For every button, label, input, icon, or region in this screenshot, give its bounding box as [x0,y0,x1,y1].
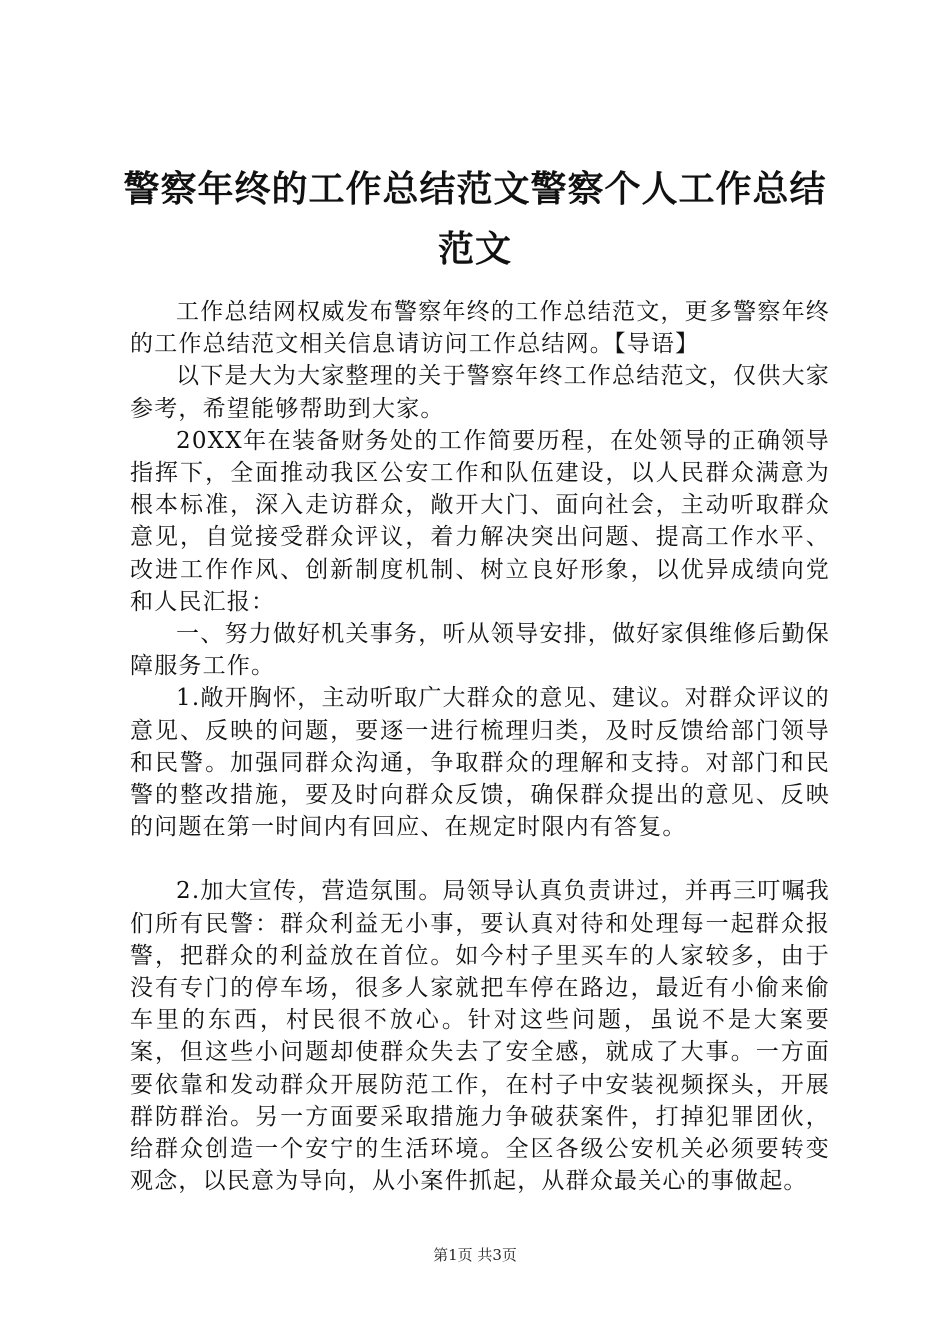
paragraph-section-one: 一、努力做好机关事务，听从领导安排，做好家俱维修后勤保障服务工作。 [130,621,830,680]
paragraph-item-one: 1.敞开胸怀，主动听取广大群众的意见、建议。对群众评议的意见、反映的问题，要逐一进行梳理归类，及时反馈给部门领导和民警。加强同群众沟通，争取群众的理解和支持。对部门和民警的整改措施，要及时向群众反馈，确保群众提出的意见、反映的问题在第一时间内有回应、在规定时限内有答复。 [130,685,830,841]
paragraph-preface: 以下是大为大家整理的关于警察年终工作总结范文，仅供大家参考，希望能够帮助到大家。 [130,363,830,422]
paragraph-item-two: 2.加大宣传，营造氛围。局领导认真负责讲过，并再三叮嘱我们所有民警：群众利益无小事，要认真对待和处理每一起群众报警，把群众的利益放在首位。如今村子里买车的人家较多，由于没有专门的停车场，很多人家就把车停在路边，最近有小偷来偷车里的东西，村民很不放心。针对这些问题，虽说不是大案要案，但这些小问题却使群众失去了安全感，就成了大事。一方面要依靠和发动群众开展防范工作，在村子中安装视频探头，开展群防群治。另一方面要采取措施力争破获案件，打掉犯罪团伙，给群众创造一个安宁的生活环境。全区各级公安机关必须要转变观念，以民意为导向，从小案件抓起，从群众最关心的事做起。 [130,878,830,1195]
document-body [130,296,830,1197]
page-number: 第1页 共3页 [433,1246,517,1264]
document-title: 警察年终的工作总结范文警察个人工作总结范文 [123,169,827,270]
paragraph-overview: 20XX年在装备财务处的工作简要历程，在处领导的正确领导指挥下，全面推动我区公安工作和队伍建设，以人民群众满意为根本标准，深入走访群众，敞开大门、面向社会，主动听取群众意见，自觉接受群众评议，着力解决突出问题、提高工作水平、改进工作作风、创新制度机制、树立良好形象，以优异成绩向党和人民汇报： [130,427,830,615]
paragraph-intro: 工作总结网权威发布警察年终的工作总结范文，更多警察年终的工作总结范文相关信息请访问工作总结网。【导语】 [130,299,830,358]
